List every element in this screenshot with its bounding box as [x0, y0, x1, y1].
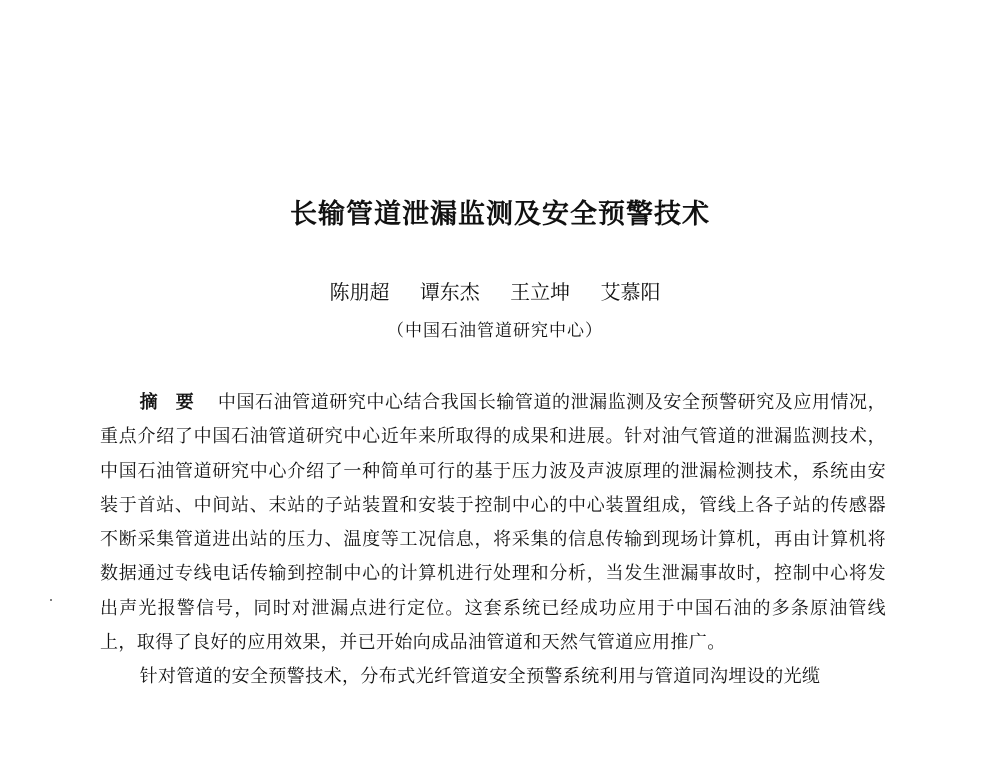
abstract-label: 摘要 — [139, 392, 212, 413]
abstract-paragraph — [100, 386, 886, 660]
abstract-text: 中国石油管道研究中心结合我国长输管道的泄漏监测及安全预警研究及应用情况，重点介绍了中国石油管道研究中心近年来所取得的成果和进展。针对油气管道的泄漏监测技术，中国石油管道研究中心介绍了一种简单可行的基于压力波及声波原理的泄漏检测技术，系统由安装于首站、中间站、末站的子站装置和安装于控制中心的中心装置组成，管线上各子站的传感器不断采集管道进出站的压力、温度等工况信息，将采集的信息传输到现场计算机，再由计算机将数据通过专线电话传输到控制中心的计算机进行处理和分析，当发生泄漏事故时，控制中心将发出声光报警信号，同时对泄漏点进行定位。这套系统已经成功应用于中国石油的多条原油管线上，取得了良好的应用效果，并已开始向成品油管道和天然气管道应用推广。 — [100, 392, 886, 654]
author-affiliation: （中国石油管道研究中心） — [387, 321, 603, 341]
scan-speck — [50, 599, 52, 601]
author-name: 艾慕阳 — [600, 280, 661, 304]
author-list — [0, 276, 990, 305]
abstract-paragraph: 针对管道的安全预警技术，分布式光纤管道安全预警系统利用与管道同沟埋设的光缆 — [139, 666, 821, 688]
author-name: 陈朋超 — [329, 280, 390, 304]
abstract-section — [100, 386, 886, 695]
author-name: 王立坤 — [510, 280, 571, 304]
paper-title: 长输管道泄漏监测及安全预警技术 — [290, 199, 710, 230]
author-name: 谭东杰 — [419, 280, 480, 304]
